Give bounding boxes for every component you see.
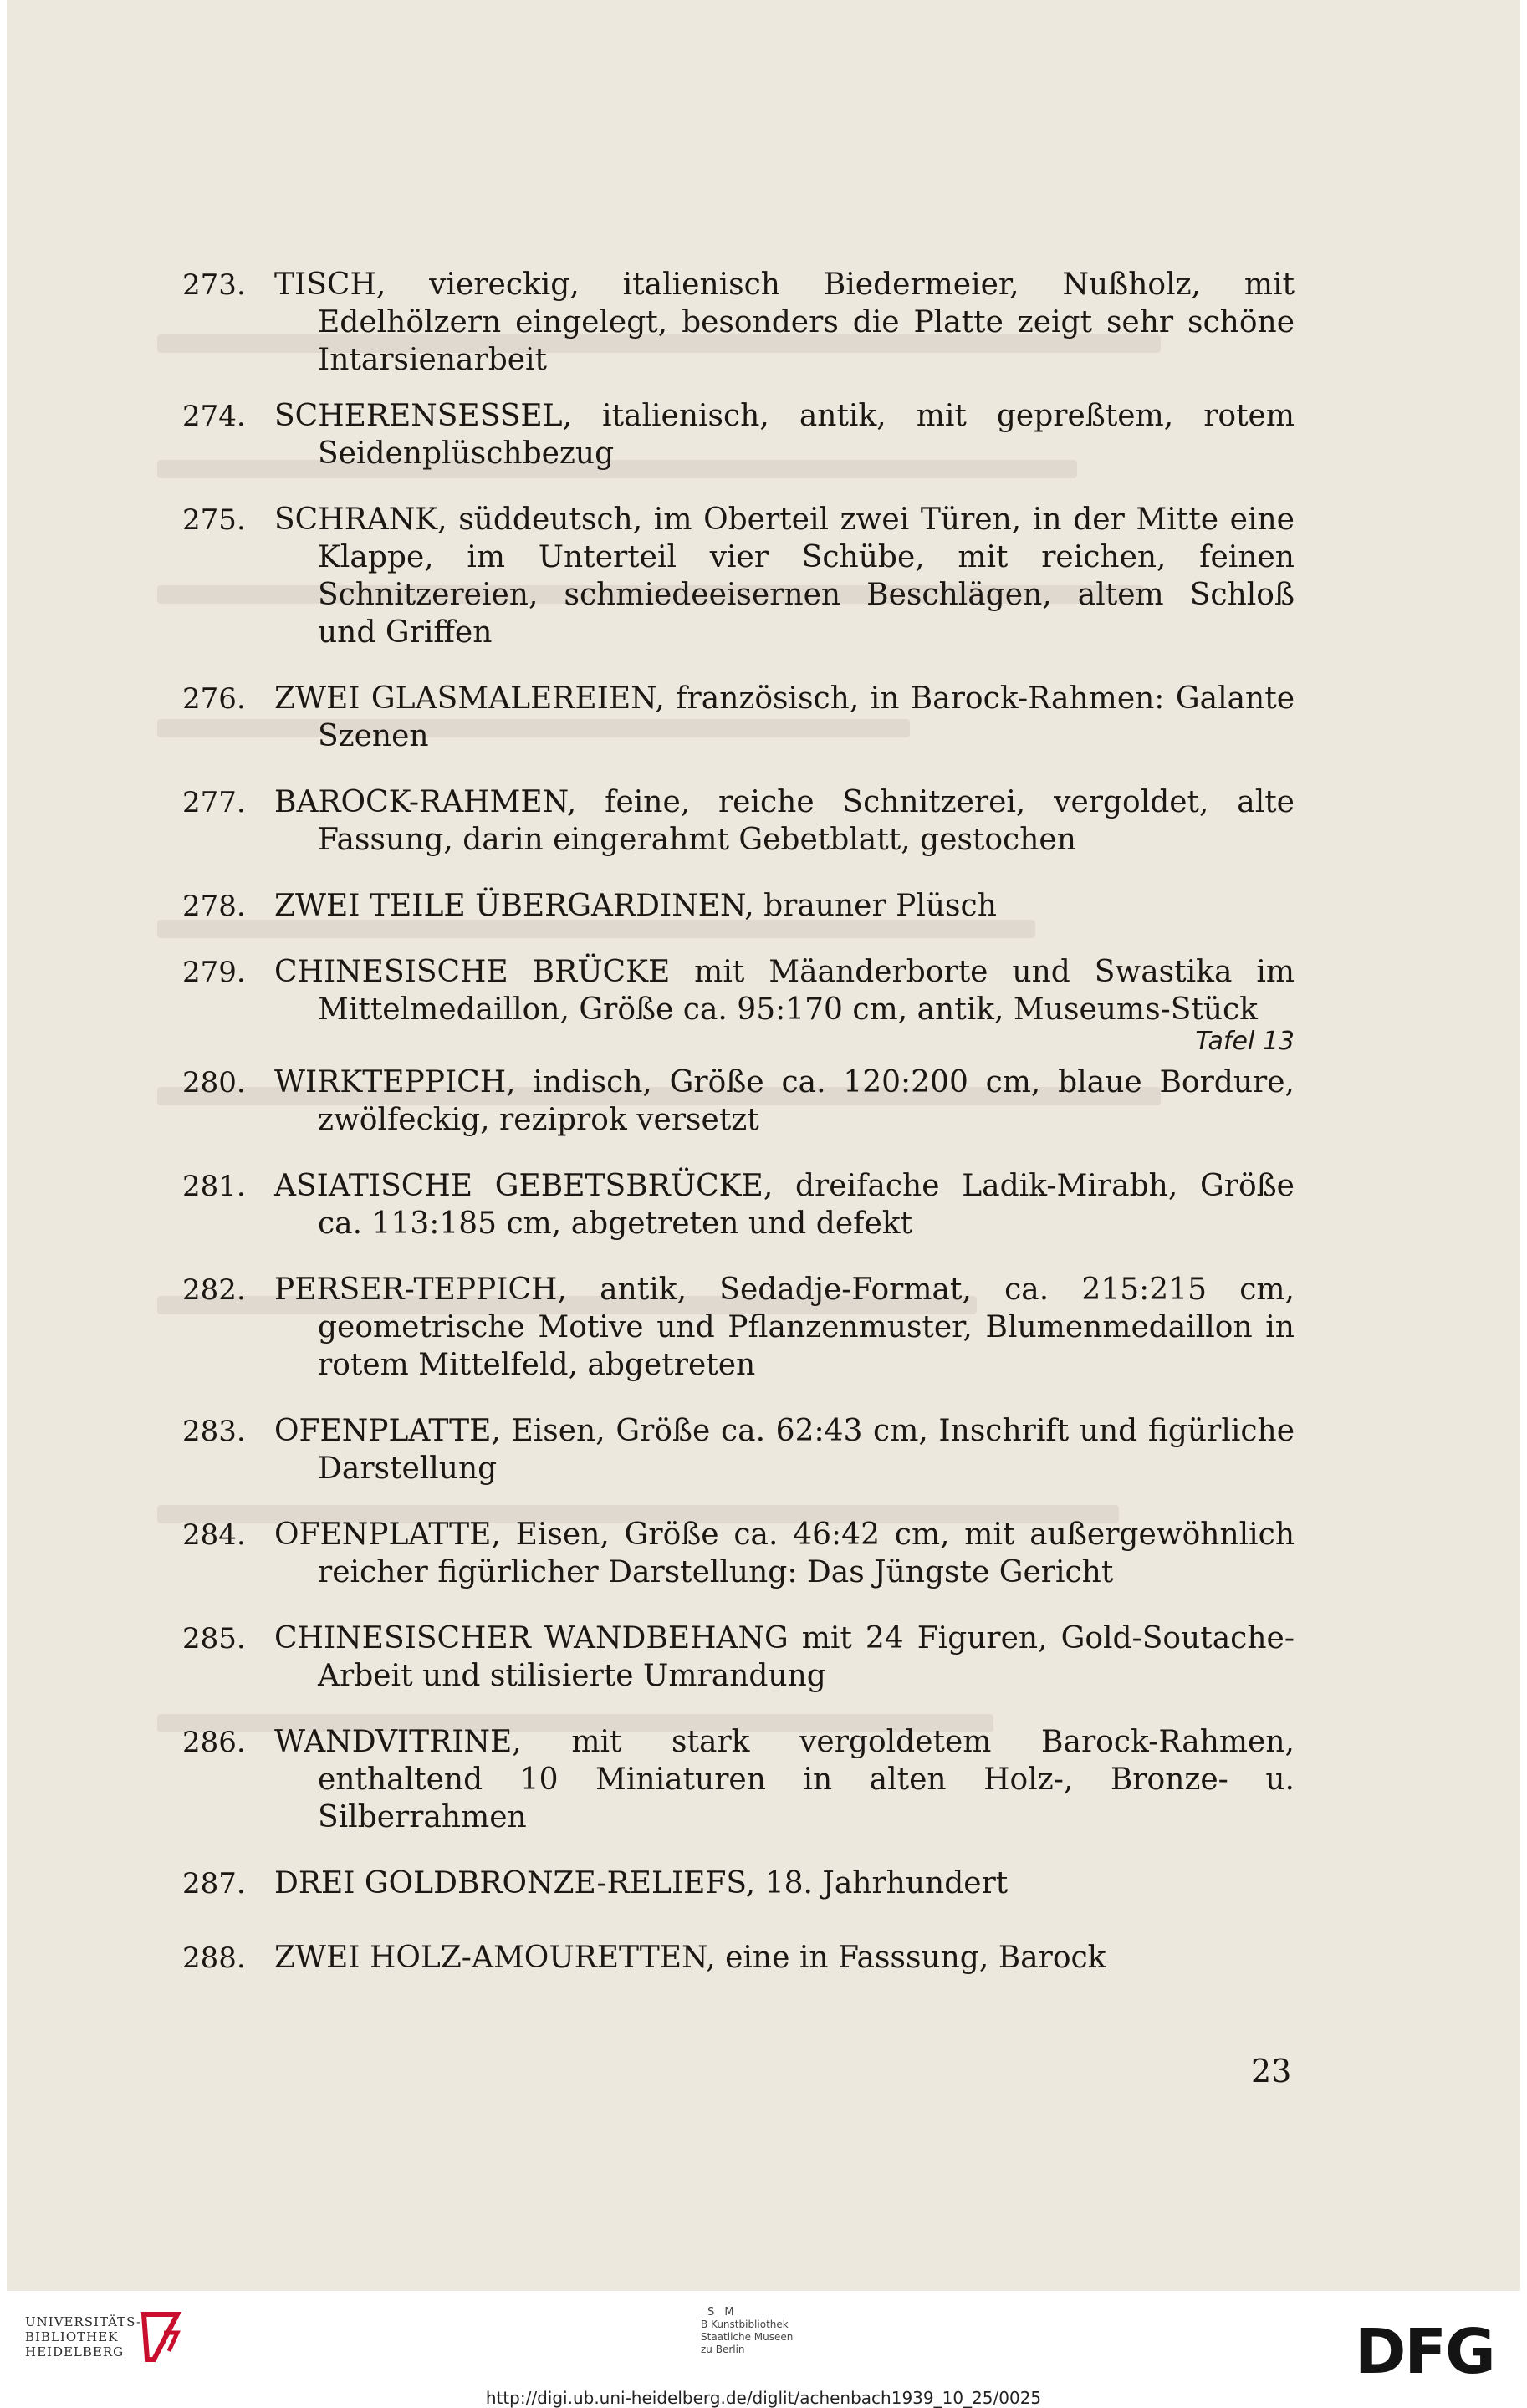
catalog-entry bbox=[182, 1412, 1295, 1487]
page-number: 23 bbox=[1251, 2053, 1292, 2089]
lot-description: ASIATISCHE GEBETSBRÜCKE, dreifache Ladik-Mirabh, Größe ca. 113:185 cm, abgetreten und defekt bbox=[274, 1169, 1295, 1241]
lot-number: 286. bbox=[182, 1726, 246, 1759]
library-name-line: BIBLIOTHEK bbox=[25, 2329, 119, 2344]
lot-number: 281. bbox=[182, 1170, 246, 1203]
lot-description: WANDVITRINE, mit stark vergoldetem Barock-Rahmen, enthaltend 10 Miniaturen in alten Holz-, Bronze- u. Silberrahmen bbox=[274, 1725, 1295, 1834]
catalog-entry bbox=[182, 266, 1295, 379]
catalog-entry bbox=[182, 953, 1295, 1057]
lot-number: 282. bbox=[182, 1273, 246, 1307]
lot-description: ZWEI TEILE ÜBERGARDINEN, brauner Plüsch bbox=[274, 889, 997, 923]
lot-number: 287. bbox=[182, 1867, 246, 1900]
plate-reference: Tafel 13 bbox=[1195, 1027, 1295, 1056]
catalog-entry bbox=[182, 887, 1295, 925]
dfg-logo: DFG bbox=[1355, 2316, 1494, 2388]
catalog-entry bbox=[182, 1167, 1295, 1242]
lot-description: BAROCK-RAHMEN, feine, reiche Schnitzerei, vergoldet, alte Fassung, darin eingerahmt Gebetblatt, gestochen bbox=[274, 785, 1295, 857]
catalog-entry bbox=[182, 501, 1295, 651]
catalog-entry bbox=[182, 1723, 1295, 1836]
lot-description: OFENPLATTE, Eisen, Größe ca. 46:42 cm, mit außergewöhnlich reicher figürlicher Darstellung: Das Jüngste Gericht bbox=[274, 1518, 1295, 1589]
lot-number: 274. bbox=[182, 400, 246, 433]
lot-description: WIRKTEPPICH, indisch, Größe ca. 120:200 cm, blaue Bordure, zwölfeckig, reziprok versetzt bbox=[274, 1065, 1295, 1137]
lot-number: 278. bbox=[182, 890, 246, 923]
catalog-entry bbox=[182, 1516, 1295, 1591]
smb-mark: S M bbox=[707, 2306, 738, 2319]
catalog-entry bbox=[182, 1939, 1295, 1977]
library-name bbox=[25, 2314, 141, 2360]
heidelberg-library-logo-icon bbox=[135, 2308, 184, 2368]
smb-line: zu Berlin bbox=[701, 2344, 745, 2355]
smb-line: B Kunstbibliothek bbox=[701, 2319, 789, 2330]
lot-description: CHINESISCHER WANDBEHANG mit 24 Figuren, Gold-Soutache-Arbeit und stilisierte Umrandung bbox=[274, 1621, 1295, 1693]
lot-number: 280. bbox=[182, 1066, 246, 1099]
catalog-entry bbox=[182, 680, 1295, 755]
lot-description: OFENPLATTE, Eisen, Größe ca. 62:43 cm, Inschrift und figürliche Darstellung bbox=[274, 1414, 1295, 1486]
lot-number: 283. bbox=[182, 1415, 246, 1448]
digitization-footer bbox=[0, 2291, 1527, 2406]
lot-number: 276. bbox=[182, 682, 246, 716]
lot-number: 275. bbox=[182, 503, 246, 537]
lot-number: 277. bbox=[182, 786, 246, 819]
lot-description: ZWEI HOLZ-AMOURETTEN, eine in Fasssung, Barock bbox=[274, 1941, 1106, 1975]
lot-description: CHINESISCHE BRÜCKE mit Mäanderborte und Swastika im Mittelmedaillon, Größe ca. 95:170 cm, antik, Museums-Stück bbox=[274, 955, 1295, 1027]
lot-description: TISCH, viereckig, italienisch Biedermeier, Nußholz, mit Edelhölzern eingelegt, besonders die Platte zeigt sehr schöne Intarsienarbeit bbox=[274, 268, 1295, 377]
catalog-entry bbox=[182, 1620, 1295, 1695]
smb-logo bbox=[701, 2306, 793, 2356]
library-name-line: HEIDELBERG bbox=[25, 2344, 125, 2360]
lot-number: 284. bbox=[182, 1518, 246, 1552]
lot-description: SCHERENSESSEL, italienisch, antik, mit gepreßtem, rotem Seidenplüschbezug bbox=[274, 399, 1295, 471]
lot-number: 279. bbox=[182, 956, 246, 989]
catalog-entry bbox=[182, 1865, 1295, 1902]
scanned-page bbox=[7, 0, 1520, 2291]
catalog-entry bbox=[182, 783, 1295, 859]
source-url[interactable]: http://digi.ub.uni-heidelberg.de/diglit/achenbach1939_10_25/0025 bbox=[485, 2388, 1042, 2408]
catalog-entry bbox=[182, 1064, 1295, 1139]
lot-description: SCHRANK, süddeutsch, im Oberteil zwei Türen, in der Mitte eine Klappe, im Unterteil vier Schübe, mit reichen, feinen Schnitzereien, schmiedeeisernen Beschlägen, altem Schloß und Griffen bbox=[274, 503, 1295, 650]
catalog-entry bbox=[182, 1271, 1295, 1384]
lot-number: 273. bbox=[182, 268, 246, 302]
lot-number: 288. bbox=[182, 1941, 246, 1975]
smb-line: Staatliche Museen bbox=[701, 2331, 794, 2343]
catalog-entry bbox=[182, 397, 1295, 472]
lot-number: 285. bbox=[182, 1622, 246, 1656]
catalog-list bbox=[182, 266, 1295, 1977]
lot-description: ZWEI GLASMALEREIEN, französisch, in Barock-Rahmen: Galante Szenen bbox=[274, 681, 1295, 753]
lot-description: PERSER-TEPPICH, antik, Sedadje-Format, ca. 215:215 cm, geometrische Motive und Pflanzenmuster, Blumenmedaillon in rotem Mittelfeld, abgetreten bbox=[274, 1273, 1295, 1382]
lot-description: DREI GOLDBRONZE-RELIEFS, 18. Jahrhundert bbox=[274, 1866, 1009, 1900]
library-name-line: UNIVERSITÄTS- bbox=[25, 2314, 142, 2329]
